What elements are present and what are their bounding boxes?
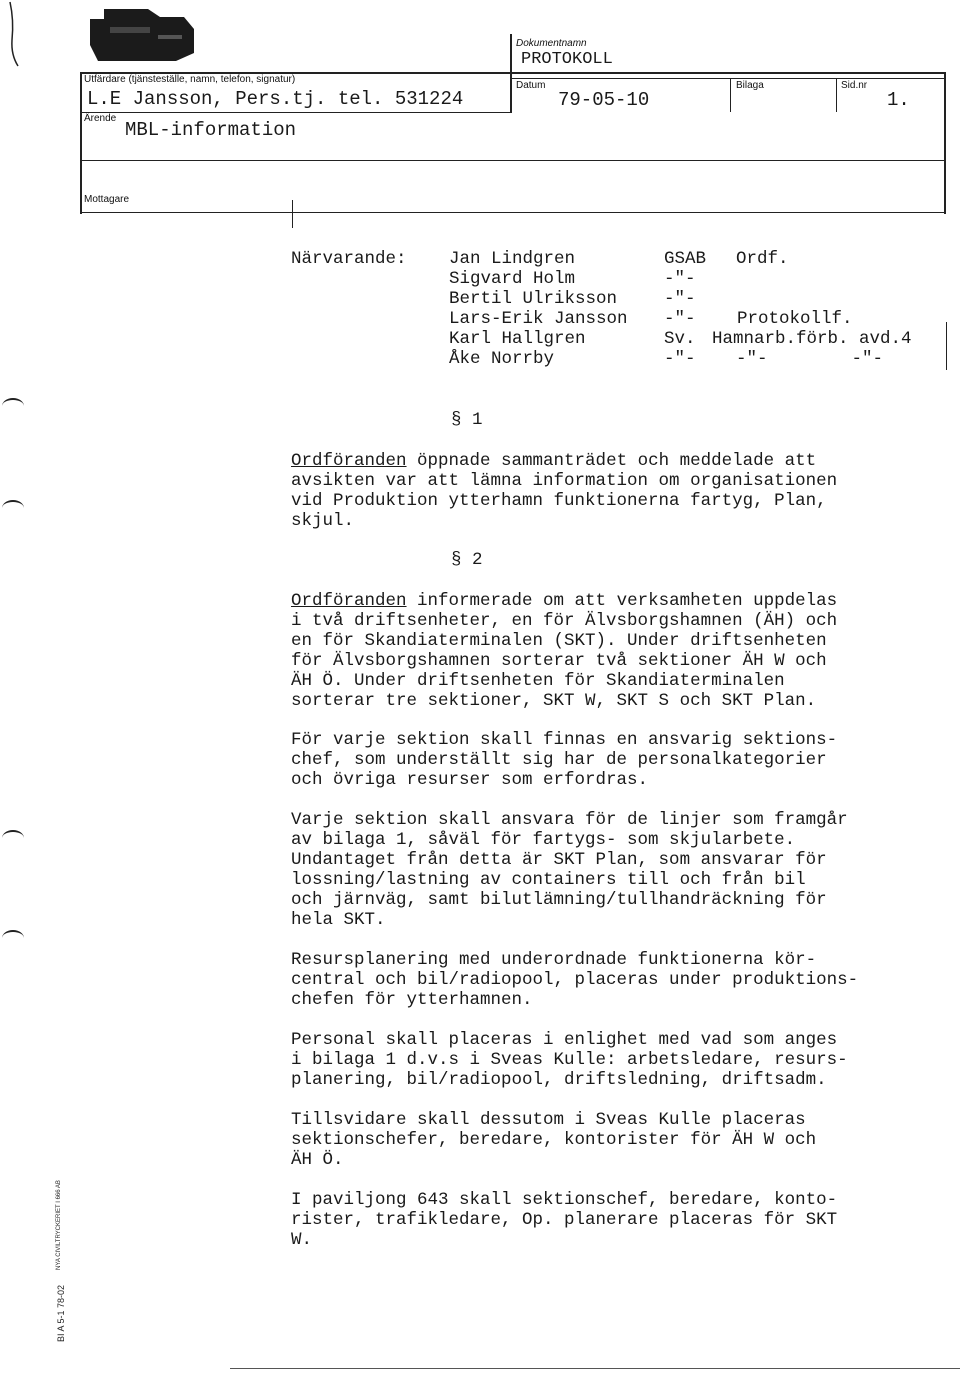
punch-mark [2, 500, 24, 516]
paragraph: Tillsvidare skall dessutom i Sveas Kulle placeras sektionschefer, beredare, kontorister för ÄH W och ÄH Ö. [291, 1110, 817, 1170]
paragraph: I paviljong 643 skall sektionschef, beredare, konto- rister, trafikledare, Op. planerare placeras för SKT W. [291, 1190, 838, 1250]
attendee-org: -"- [664, 349, 696, 369]
printer-imprint: NYA CIVILTRYCKERIET I 666 AB [56, 1180, 62, 1270]
attachment-label: Bilaga [736, 80, 764, 91]
attendee-org: -"- [664, 289, 696, 309]
attendee-role: Hamnarb.förb. avd.4 [712, 329, 912, 349]
date-label: Datum [516, 80, 546, 91]
punch-mark [2, 398, 24, 414]
paragraph: För varje sektion skall finnas en ansvarig sektions- chef, som underställt sig har de personalkategorier och övriga resurser som erfordras. [291, 730, 838, 790]
subject-value: MBL-information [125, 119, 297, 141]
issuer-value: L.E Jansson, Pers.tj. tel. 531224 [87, 88, 464, 110]
punch-mark [2, 830, 24, 846]
attendee-org: -"- [664, 269, 696, 289]
paragraph: Resursplanering med underordnade funktionerna kör- central och bil/radiopool, placeras under produktions- chefen för ytterhamnen. [291, 950, 859, 1010]
paragraph-text: informerade om att verksamheten uppdelas i två driftsenheter, en för Älvsborgshamnen (ÄH) och en för Skandiaterminalen (SKT). Under driftsenheten för Älvsborgshamnen sorterar två sektioner ÄH W och ÄH Ö. Under driftsenheten för Skandiaterminalen sorterar tre sektioner, SKT W, SKT S och SKT Plan. [291, 591, 838, 711]
section-heading: § 2 [451, 550, 483, 570]
attendee-org: GSAB [664, 249, 707, 269]
bottom-rule [230, 1368, 960, 1369]
section-heading: § 1 [451, 410, 483, 430]
date-value: 79-05-10 [558, 89, 650, 111]
page-number-value: 1. [887, 89, 910, 111]
chair-label: Ordföranden [291, 591, 407, 611]
paragraph-text: öppnade sammanträdet och meddelade att avsikten var att lämna information om organisationen vid Produktion ytterhamn funktionerna fartyg, Plan, skjul. [291, 451, 838, 531]
recipient-label: Mottagare [84, 194, 130, 205]
paragraph [291, 451, 951, 531]
attendee-role: -"- -"- [736, 349, 884, 369]
page-number-label: Sid.nr [841, 80, 868, 91]
subject-label: Ärende [84, 113, 117, 124]
punch-mark [2, 930, 24, 946]
company-logo [88, 5, 196, 61]
paragraph [291, 591, 951, 711]
paragraph: Varje sektion skall ansvara för de linjer som framgår av bilaga 1, såväl för fartygs- som skjularbete. Undantaget från detta är SKT Plan, som ansvarar för lossning/lastning av containers till och från bil och järnväg, samt bilutlämning/tullhandräckning för hela SKT. [291, 810, 848, 930]
attendee-role: Protokollf. [737, 309, 853, 329]
document-name-label: Dokumentnamn [516, 38, 587, 49]
corner-mark [4, 0, 22, 68]
attendance-label: Närvarande: [291, 249, 407, 269]
form-code: BI A 5-1 78-02 [56, 1284, 66, 1342]
chair-label: Ordföranden [291, 451, 407, 471]
issuer-label: Utfärdare (tjänsteställe, namn, telefon, signatur) [84, 74, 296, 85]
attendee-name: Karl Hallgren [449, 329, 586, 349]
attendee-org: Sv. [664, 329, 696, 349]
attendee-org: -"- [664, 309, 696, 329]
paragraph: Personal skall placeras i enlighet med vad som anges i bilaga 1 d.v.s i Sveas Kulle: arbetsledare, resurs- planering, bil/radiopool, driftsledning, driftsadm. [291, 1030, 848, 1090]
attendee-role: Ordf. [736, 249, 789, 269]
attendee-name: Jan Lindgren [449, 249, 576, 269]
attendee-name: Åke Norrby [449, 349, 555, 369]
attendee-name: Bertil Ulriksson [449, 289, 618, 309]
attendee-name: Sigvard Holm [449, 269, 576, 289]
attendee-name: Lars-Erik Jansson [449, 309, 628, 329]
document-name: PROTOKOLL [521, 50, 613, 69]
margin-rule [946, 322, 947, 370]
